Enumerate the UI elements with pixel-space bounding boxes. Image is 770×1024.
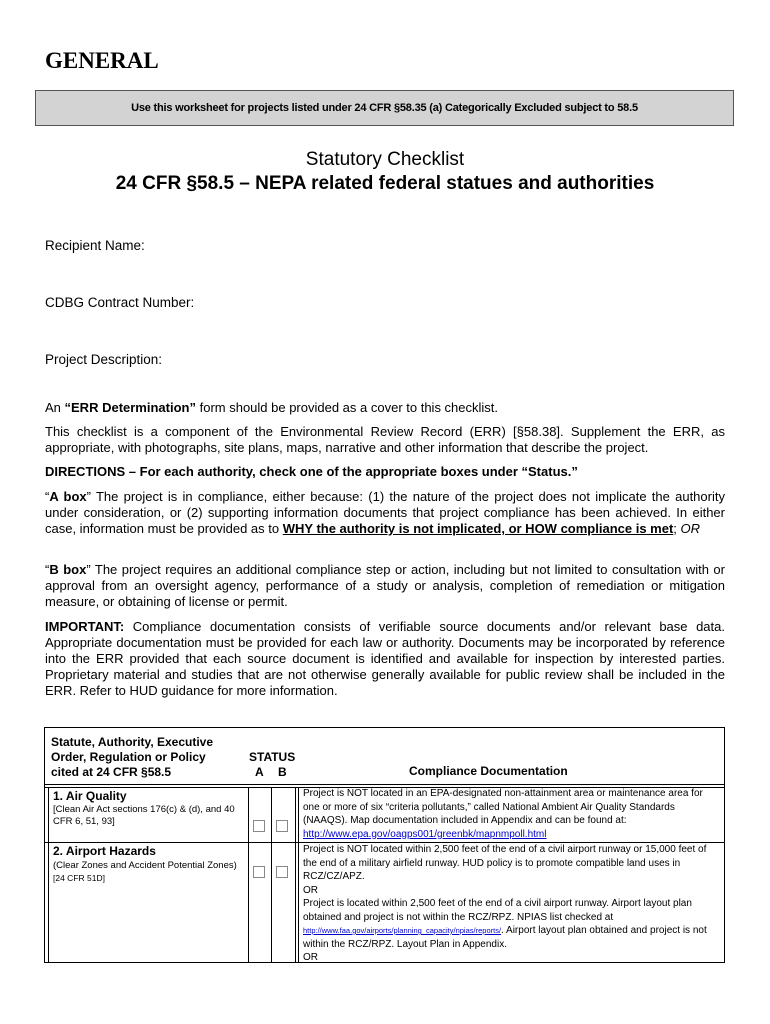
page-title: Statutory Checklist <box>305 149 465 170</box>
column-separator <box>271 787 272 963</box>
statute-column-header: Statute, Authority, Executive Order, Regulation or Policy cited at 24 CFR §58.5 <box>51 735 214 779</box>
important-note: IMPORTANT: Compliance documentation consists of verifiable source documents and/or relevant base data. Appropriate documentation must be provided for each law or authority. Documents may be incorporated by reference into the ERR provided that each source document is identified and available for inspection by interested parties. Proprietary material and studies that are not otherwise generally available for public review shall be included in the ERR. Refer to HUD guidance for more information. <box>45 619 725 698</box>
air-quality-citation: [Clean Air Act sections 176(c) & (d), and 40 CFR 6, 51, 93] <box>53 804 235 827</box>
status-a-header: A <box>255 765 264 779</box>
page-subtitle: 24 CFR §58.5 – NEPA related federal statues and authorities <box>115 173 655 194</box>
compliance-documentation-header: Compliance Documentation <box>409 764 568 778</box>
airport-hazards-citation: (Clear Zones and Accident Potential Zones) [24 CFR 51D] <box>53 860 237 883</box>
air-quality-documentation: Project is NOT located in an EPA-designated non-attainment area or maintenance area for one or more of six “criteria pollutants,” called National Ambient Air Quality Standards (NAAQS). Map documentation included in Appendix and can be found at: http://www.epa.gov/oagps001/greenbk/mapnmpoll.html <box>303 788 703 840</box>
a-box-description: “A box” The project is in compliance, either because: (1) the nature of the project does not implicate the authority under consideration, or (2) supporting information documents that project compliance has been achieved. In either case, information must be provided as to WHY the authority is not implicated, or HOW compliance is met; OR <box>45 489 725 536</box>
epa-greenbook-link[interactable]: http://www.epa.gov/oagps001/greenbk/mapnmpoll.html <box>303 828 547 840</box>
contract-number-label: CDBG Contract Number: <box>45 295 195 310</box>
directions-text: DIRECTIONS – For each authority, check one of the appropriate boxes under “Status.” <box>45 464 578 479</box>
airport-hazards-status-a-checkbox[interactable] <box>253 866 265 878</box>
section-heading: GENERAL <box>45 48 159 73</box>
b-box-description: “B box” The project requires an additional compliance step or action, including but not limited to consultation with or approval from an oversight agency, performance of a study or analysis, completion of remediation or mitigation measure, or obtaining of license or permit. <box>45 562 725 609</box>
airport-hazards-status-b-checkbox[interactable] <box>276 866 288 878</box>
header-divider <box>45 784 724 785</box>
project-description-label: Project Description: <box>45 352 163 367</box>
status-b-header: B <box>278 765 287 779</box>
checklist-intro: This checklist is a component of the Environmental Review Record (ERR) [§58.38]. Supplement the ERR, as appropriate, with photographs, site plans, maps, narrative and other information that describe the project. <box>45 424 725 455</box>
status-column-header: STATUS <box>249 750 296 764</box>
instruction-banner <box>35 90 734 126</box>
faa-npias-link[interactable]: http://www.faa.gov/airports/planning_capacity/npias/reports/ <box>303 926 502 935</box>
column-separator <box>298 787 299 963</box>
air-quality-status-a-checkbox[interactable] <box>253 820 265 832</box>
column-separator <box>48 787 49 963</box>
airport-hazards-documentation: Project is NOT located within 2,500 feet of the end of a civil airport runway or 15,000 feet of the end of a military airfield runway. HUD policy is to promote compatible land uses in RCZ/CZ/APZ. OR Project is located within 2,500 feet of the end of a civil airport runway. Airport layout plan obtained and project is not within the RCZ/RPZ. NPIAS list checked at http://www.faa.gov/airports/planning_capacity/npias/reports/. Airport layout plan obtained and project is not within the RCZ/RPZ. Layout Plan in Appendix. OR <box>303 844 707 963</box>
air-quality-title: 1. Air Quality <box>53 789 127 803</box>
airport-hazards-title: 2. Airport Hazards <box>53 844 156 858</box>
air-quality-status-b-checkbox[interactable] <box>276 820 288 832</box>
banner-text: Use this worksheet for projects listed under 24 CFR §58.35 (a) Categorically Excluded subject to 58.5 <box>131 102 638 114</box>
recipient-name-label: Recipient Name: <box>45 238 145 253</box>
column-separator <box>295 787 296 963</box>
column-separator <box>248 787 249 963</box>
statutory-checklist-table <box>44 727 725 963</box>
err-determination-note: An “ERR Determination” form should be provided as a cover to this checklist. <box>45 400 499 415</box>
